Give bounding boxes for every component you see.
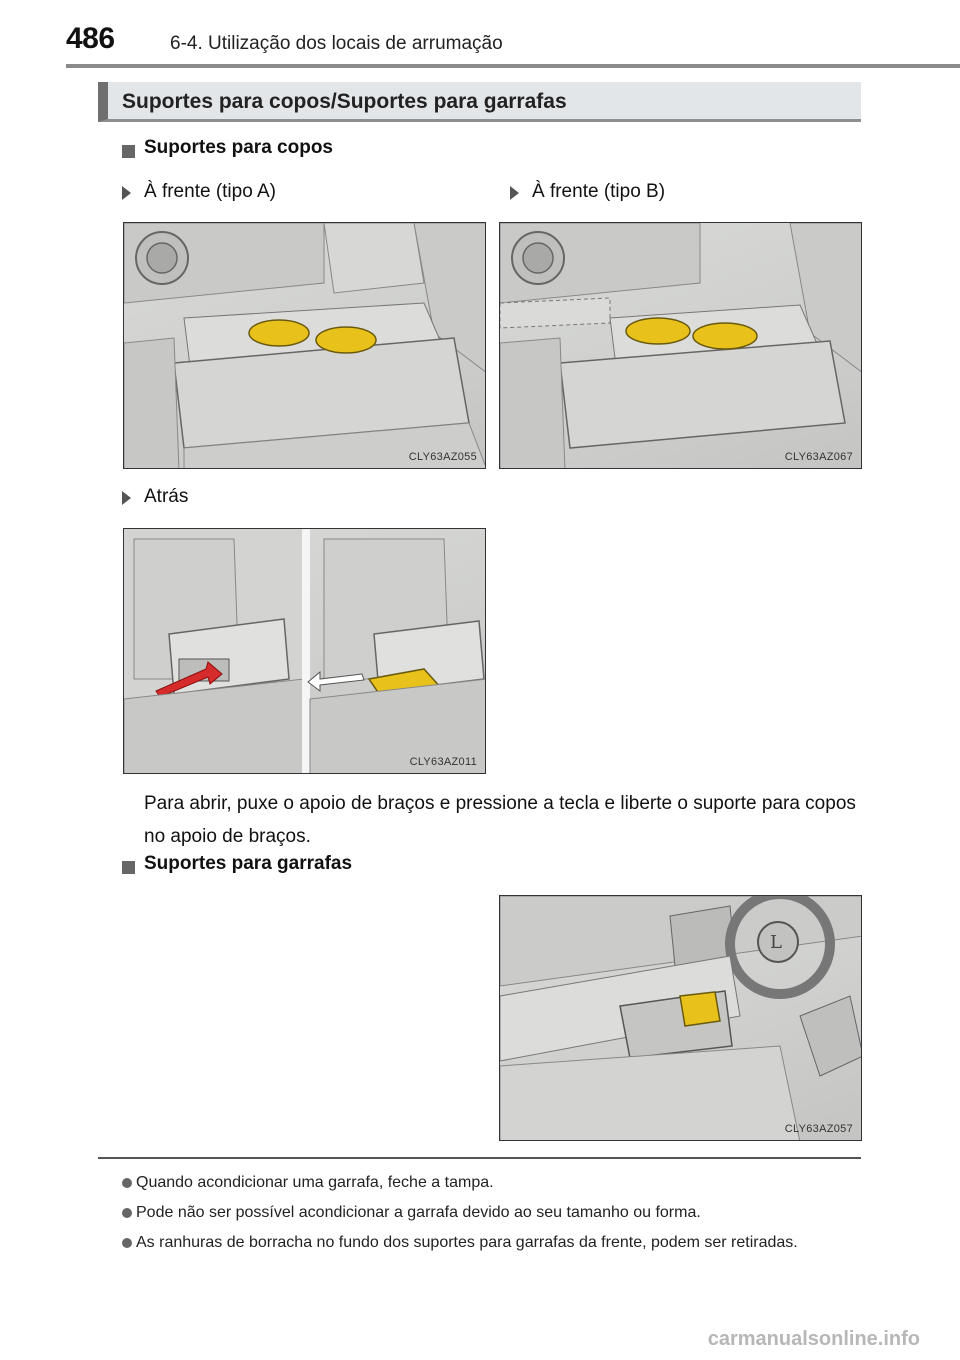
figure-rear-cup-holder <box>123 528 486 774</box>
front-b-label-row <box>510 181 850 205</box>
section-title: Suportes para copos/Suportes para garrafas <box>122 90 567 113</box>
illustration-front-console-b <box>500 223 862 469</box>
page-number: 486 <box>66 22 115 55</box>
chapter-title: 6-4. Utilização dos locais de arrumação <box>170 33 503 54</box>
header-rule <box>66 64 960 68</box>
svg-text:L: L <box>770 932 782 953</box>
triangle-bullet-icon <box>510 186 519 200</box>
figure-code: CLY63AZ057 <box>784 1123 853 1135</box>
figure-code: CLY63AZ067 <box>784 451 853 463</box>
round-bullet-icon <box>122 1208 132 1218</box>
figure-front-cup-holder-type-b <box>499 222 862 469</box>
section-banner <box>98 82 861 122</box>
illustration-front-console-a <box>124 223 486 469</box>
round-bullet-icon <box>122 1178 132 1188</box>
cup-holders-heading: Suportes para copos <box>144 137 333 158</box>
round-bullet-icon <box>122 1238 132 1248</box>
figure-code: CLY63AZ055 <box>408 451 477 463</box>
illustration-door-bottle-holder <box>500 896 862 1141</box>
square-bullet-icon <box>122 861 135 874</box>
note-text: Quando acondicionar uma garrafa, feche a tampa. <box>136 1174 494 1191</box>
square-bullet-icon <box>122 145 135 158</box>
notes-rule <box>98 1157 861 1159</box>
front-a-label-row <box>122 181 462 205</box>
watermark: carmanualsonline.info <box>707 1328 920 1350</box>
front-b-label: À frente (tipo B) <box>532 181 666 202</box>
note-text: Pode não ser possível acondicionar a garrafa devido ao seu tamanho ou forma. <box>136 1204 701 1221</box>
illustration-rear-armrest <box>124 529 486 774</box>
rear-label-row <box>122 486 322 510</box>
note-text: As ranhuras de borracha no fundo dos suportes para garrafas da frente, podem ser retiradas. <box>136 1234 798 1251</box>
triangle-bullet-icon <box>122 491 131 505</box>
figure-bottle-holder <box>499 895 862 1141</box>
rear-description: Para abrir, puxe o apoio de braços e pressione a tecla e liberte o suporte para copos no apoio de braços. <box>144 793 856 847</box>
rear-label: Atrás <box>144 486 189 507</box>
figure-front-cup-holder-type-a <box>123 222 486 469</box>
bottle-holders-heading: Suportes para garrafas <box>144 853 353 874</box>
figure-code: CLY63AZ011 <box>409 756 477 768</box>
triangle-bullet-icon <box>122 186 131 200</box>
front-a-label: À frente (tipo A) <box>144 181 277 202</box>
